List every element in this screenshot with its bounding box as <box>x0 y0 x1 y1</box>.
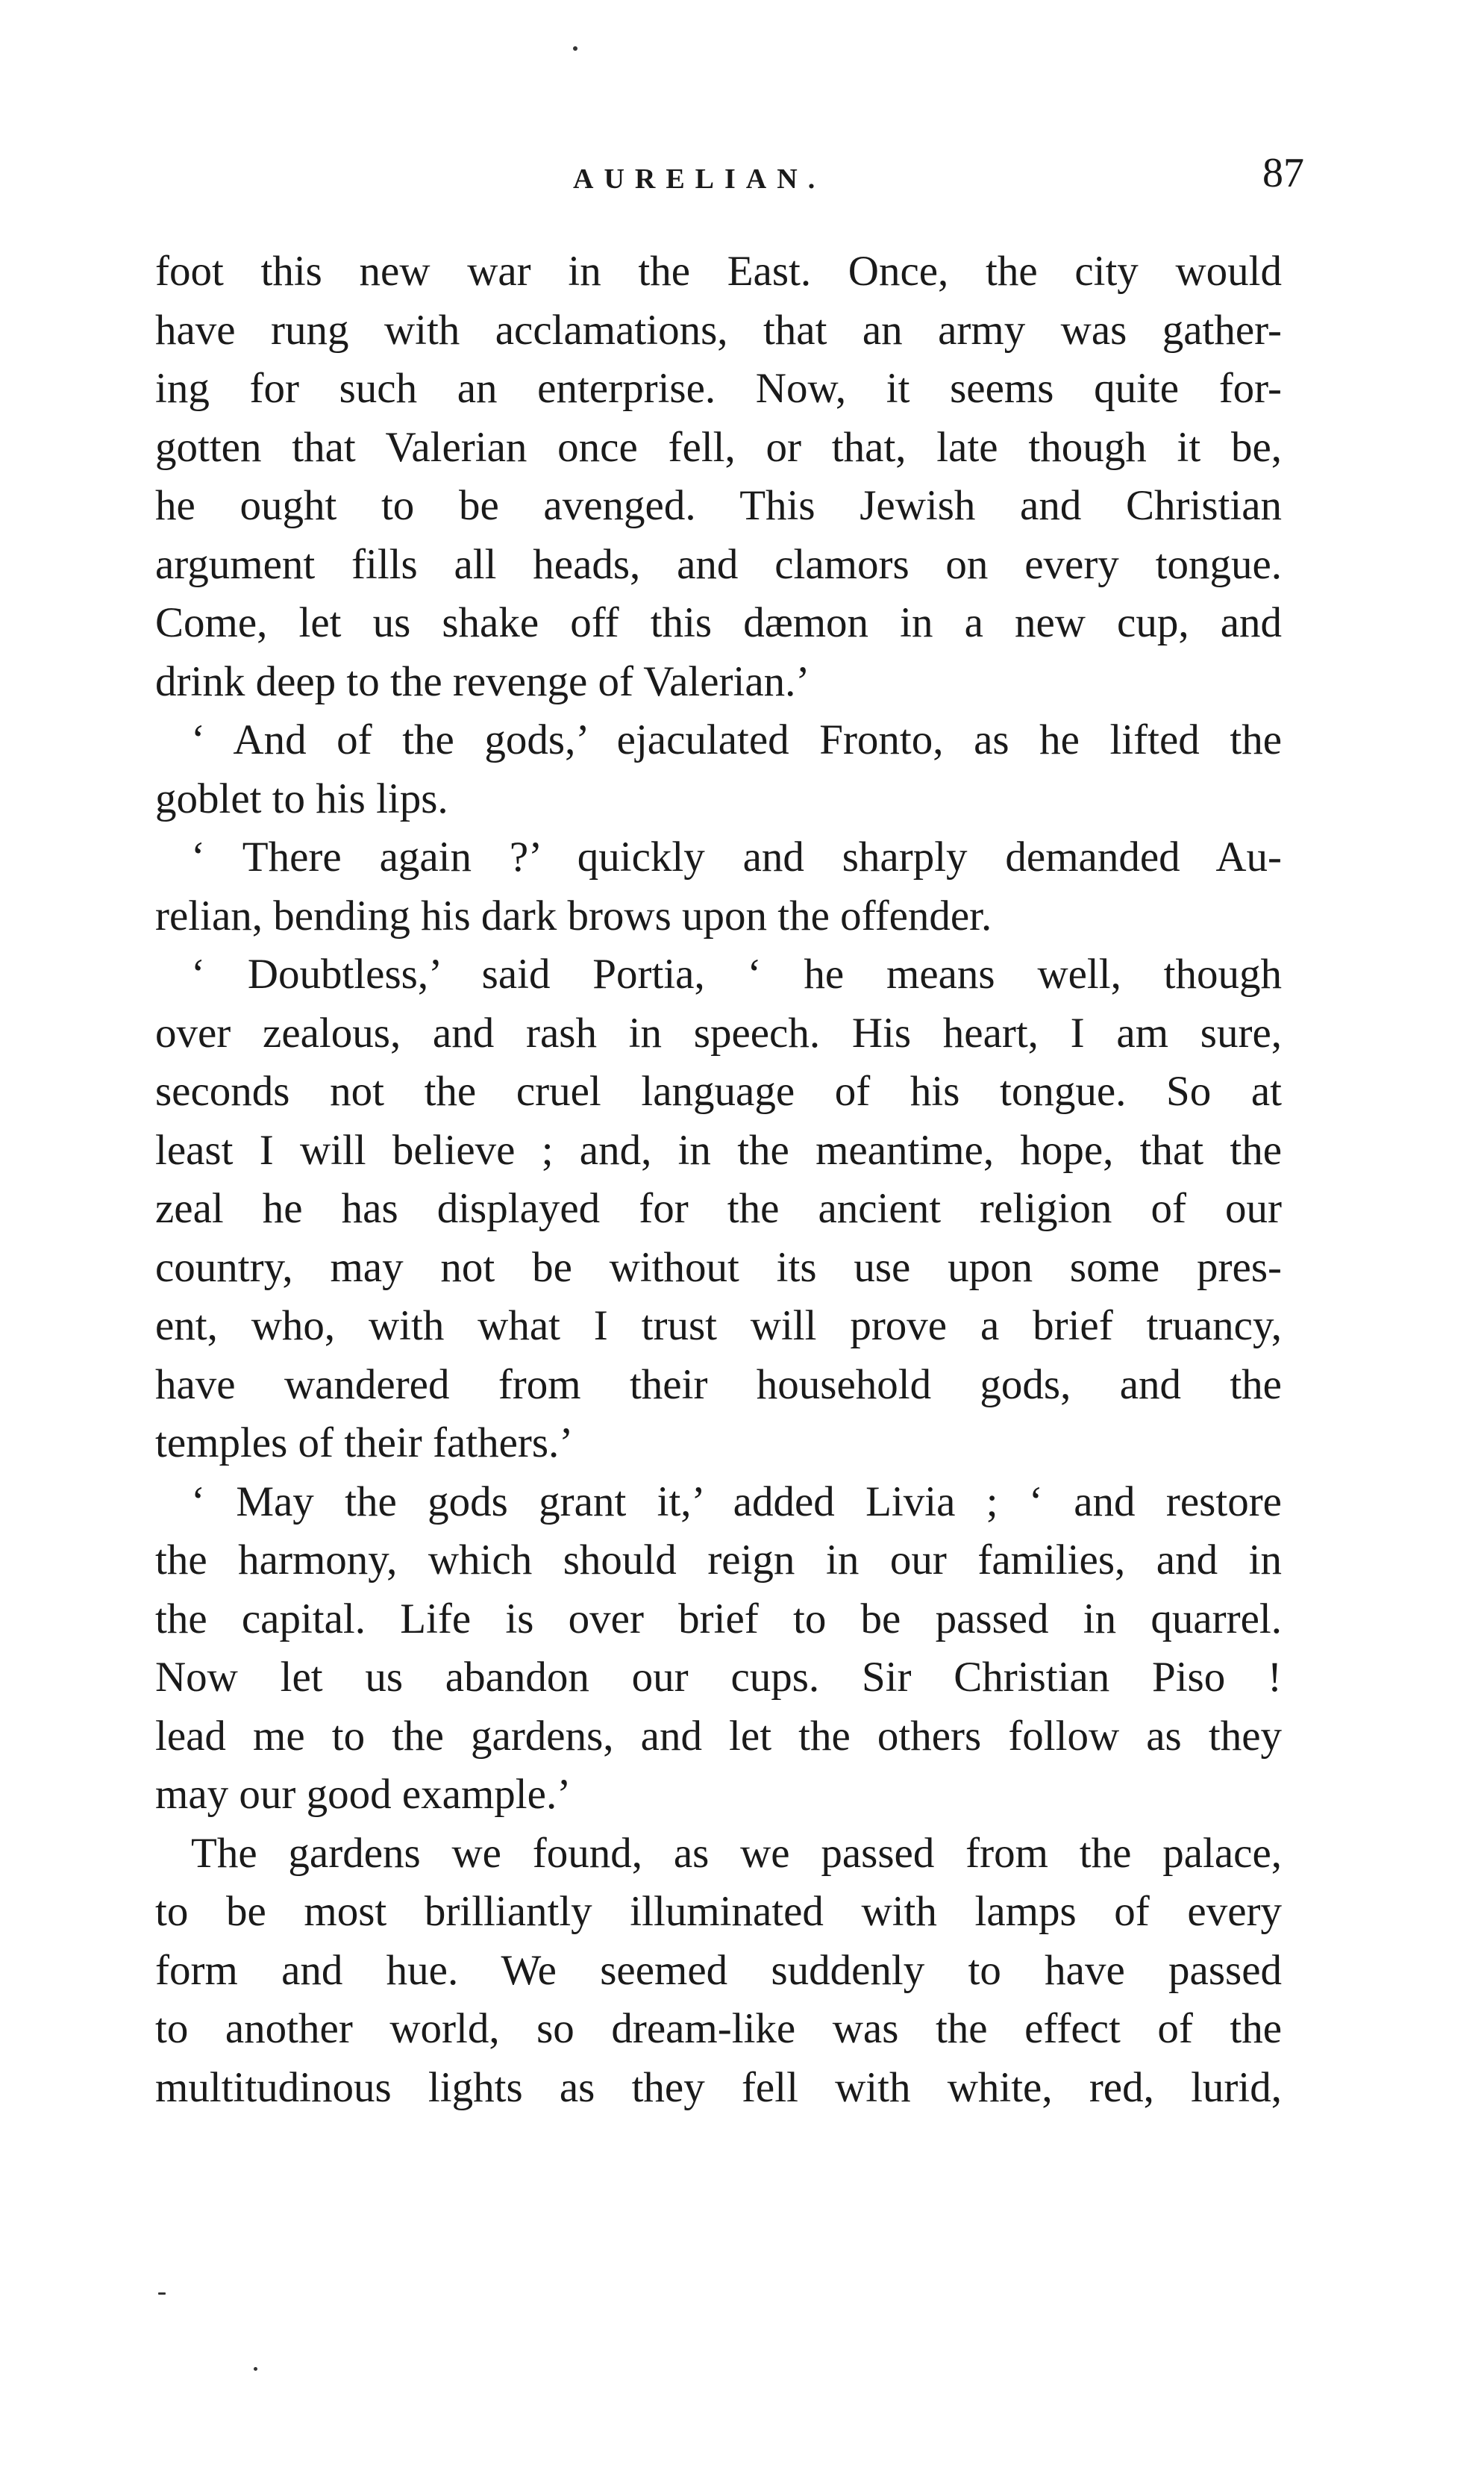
text-line: temples of their fathers.’ <box>155 1419 574 1466</box>
text-line: multitudinous lights as they fell with white, red, lurid, <box>155 2063 1282 2111</box>
text-line: may our good example.’ <box>155 1771 572 1818</box>
print-speck <box>573 46 577 51</box>
text-line: have wandered from their household gods, and the <box>155 1360 1282 1408</box>
text-line: drink deep to the revenge of Valerian.’ <box>155 657 810 705</box>
text-line: ing for such an enterprise. Now, it seems quite for- <box>155 365 1282 412</box>
text-line: relian, bending his dark brows upon the offender. <box>155 892 992 940</box>
print-speck <box>254 2367 257 2371</box>
print-speck <box>158 2292 166 2295</box>
text-line: ‘ Doubtless,’ said Portia, ‘ he means well, though <box>191 951 1282 998</box>
text-line: the capital. Life is over brief to be passed in quarrel. <box>155 1595 1282 1642</box>
text-line: least I will believe ; and, in the meantime, hope, that the <box>155 1126 1282 1174</box>
text-line: ‘ There again ?’ quickly and sharply demanded Au- <box>191 834 1282 881</box>
text-line: to be most brilliantly illuminated with lamps of every <box>155 1888 1282 1935</box>
running-head: AURELIAN. <box>573 163 826 195</box>
text-line: over zealous, and rash in speech. His heart, I am sure, <box>155 1009 1282 1057</box>
text-line: to another world, so dream-like was the effect of the <box>155 2005 1282 2052</box>
text-line: foot this new war in the East. Once, the city would <box>155 248 1282 295</box>
text-line: ‘ May the gods grant it,’ added Livia ; ‘ and restore <box>191 1478 1282 1525</box>
text-line: ent, who, with what I trust will prove a brief truancy, <box>155 1302 1282 1349</box>
text-line: country, may not be without its use upon some pres- <box>155 1243 1282 1291</box>
page-header <box>155 149 1304 209</box>
text-line: ‘ And of the gods,’ ejaculated Fronto, as he lifted the <box>191 716 1282 763</box>
text-line: the harmony, which should reign in our families, and in <box>155 1536 1282 1584</box>
text-line: seconds not the cruel language of his tongue. So at <box>155 1068 1282 1115</box>
text-line: Come, let us shake off this dæmon in a new cup, and <box>155 599 1282 646</box>
page-number: 87 <box>1262 150 1304 196</box>
text-line: lead me to the gardens, and let the others follow as they <box>155 1712 1282 1760</box>
text-line: The gardens we found, as we passed from the palace, <box>191 1829 1282 1877</box>
text-line: gotten that Valerian once fell, or that, late though it be, <box>155 423 1282 471</box>
text-line: form and hue. We seemed suddenly to have passed <box>155 1946 1282 1994</box>
text-line: have rung with acclamations, that an army was gather- <box>155 306 1282 354</box>
text-line: argument fills all heads, and clamors on every tongue. <box>155 540 1282 588</box>
text-line: zeal he has displayed for the ancient religion of our <box>155 1185 1282 1232</box>
text-line: goblet to his lips. <box>155 775 448 822</box>
text-line: he ought to be avenged. This Jewish and Christian <box>155 482 1282 529</box>
body-text <box>155 243 1282 2117</box>
text-line: Now let us abandon our cups. Sir Christian Piso ! <box>155 1654 1282 1701</box>
